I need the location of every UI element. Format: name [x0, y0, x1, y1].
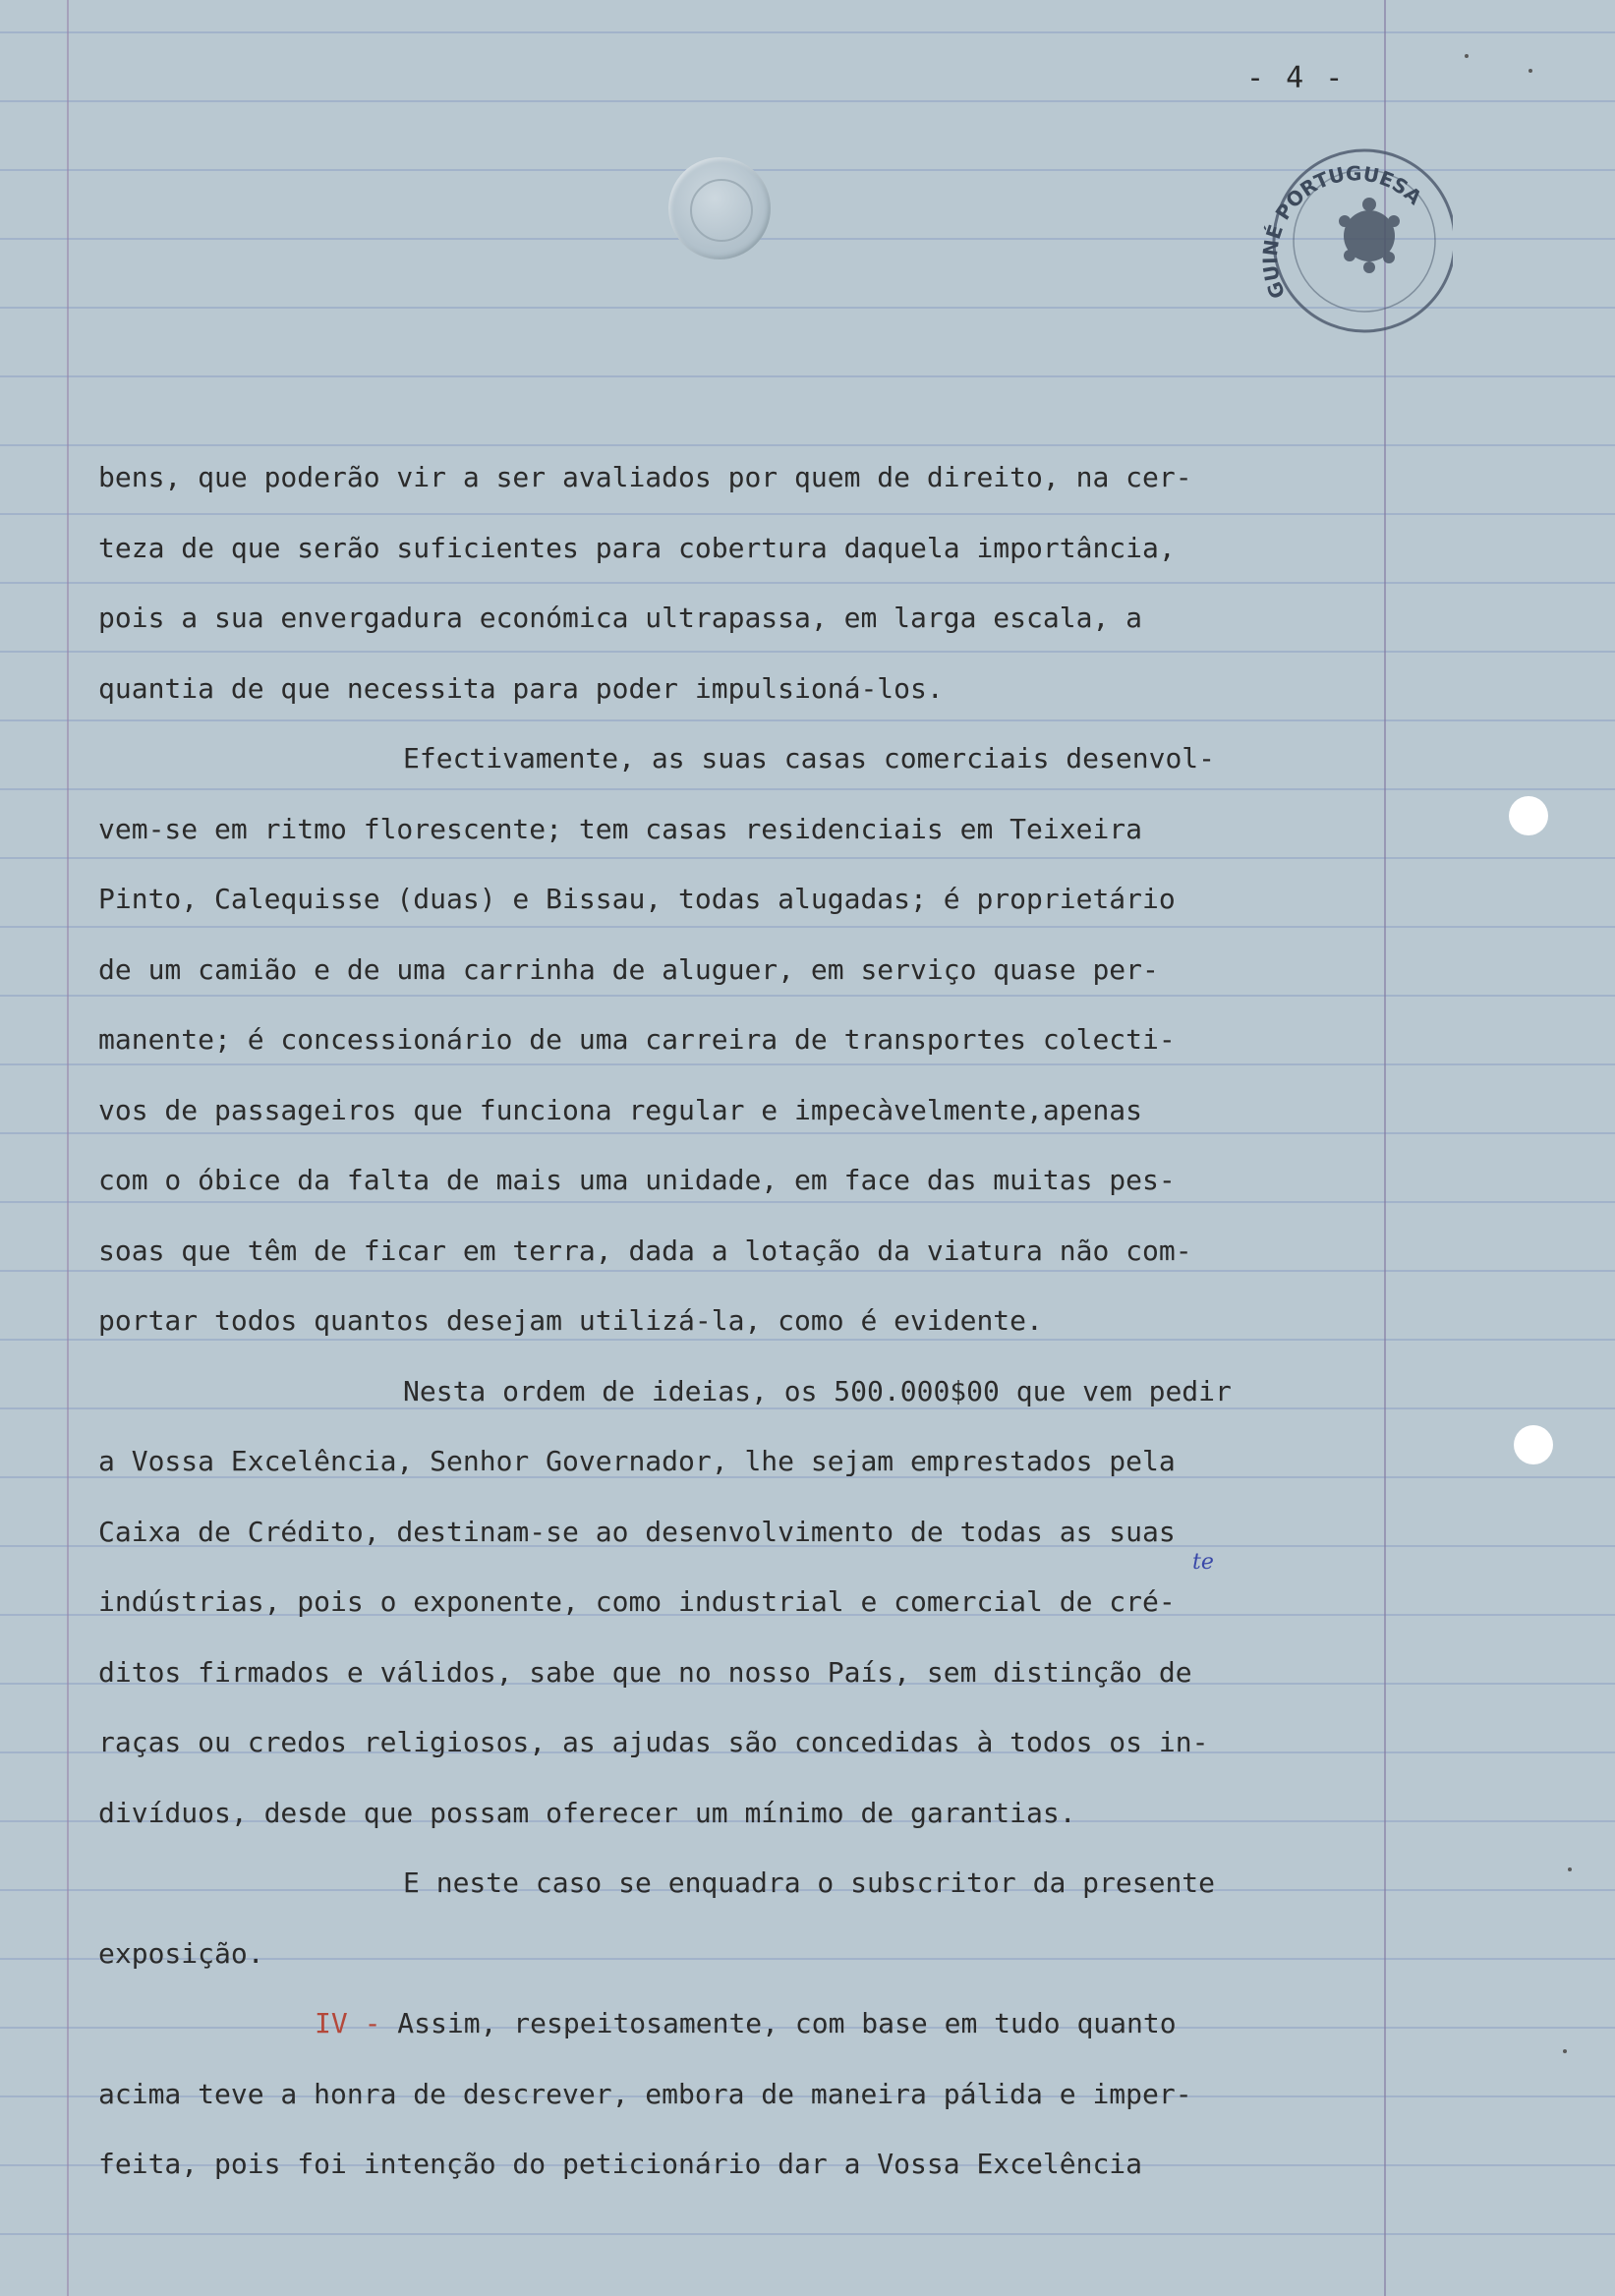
section-number: IV -: [315, 2007, 381, 2039]
text-line: manente; é concessionário de uma carreira de transportes colecti-: [98, 1023, 1176, 1056]
handwritten-correction: te: [1192, 1550, 1214, 1575]
text-line: bens, que poderão vir a ser avaliados por quem de direito, na cer-: [98, 461, 1192, 493]
text-line: pois a sua envergadura económica ultrapassa, em larga escala, a: [98, 602, 1143, 634]
text-line: Assim, respeitosamente, com base em tudo quanto: [397, 2007, 1177, 2039]
text-line: a Vossa Excelência, Senhor Governador, lhe sejam emprestados pela: [98, 1445, 1176, 1477]
text-line: E neste caso se enquadra o subscritor da presente: [403, 1866, 1216, 1899]
stamp-text: GUINÉ PORTUGUESA: [1257, 161, 1427, 303]
text-line: quantia de que necessita para poder impulsioná-los.: [98, 671, 944, 705]
section-line: [98, 1988, 1376, 2059]
stamp-emblem: [1339, 198, 1400, 273]
speck: [1465, 54, 1469, 58]
embossed-seal-inner: [690, 179, 753, 242]
official-stamp: [1246, 98, 1453, 373]
text-line: Nesta ordem de ideias, os 500.000$00 que vem pedir: [403, 1374, 1232, 1407]
punch-hole: [1509, 796, 1548, 835]
text-line: acima teve a honra de descrever, embora de maneira pálida e imper-: [98, 2077, 1192, 2110]
text-line: indústrias, pois o exponente, como industrial e comercial de cré-: [98, 1585, 1176, 1618]
text-line: portar todos quantos desejam utilizá-la, como é evidente.: [98, 1304, 1043, 1337]
text-line: com o óbice da falta de mais uma unidade, em face das muitas pes-: [98, 1164, 1176, 1196]
speck: [1528, 69, 1532, 73]
text-line: Caixa de Crédito, destinam-se ao desenvolvimento de todas as suas: [98, 1515, 1176, 1548]
left-margin-line: [67, 0, 69, 2296]
text-line: de um camião e de uma carrinha de aluguer, em serviço quase per-: [98, 952, 1159, 986]
speck: [1568, 1867, 1572, 1871]
text-line: soas que têm de ficar em terra, dada a lotação da viatura não com-: [98, 1234, 1192, 1267]
text-line: divíduos, desde que possam oferecer um mínimo de garantias.: [98, 1796, 1076, 1829]
text-line: exposição.: [98, 1936, 264, 1970]
embossed-seal: [668, 157, 771, 259]
body-text: [98, 442, 1376, 2200]
text-line: ditos firmados e válidos, sabe que no nosso País, sem distinção de: [98, 1655, 1192, 1689]
text-line: Pinto, Calequisse (duas) e Bissau, todas alugadas; é proprietário: [98, 883, 1176, 915]
text-line: vos de passageiros que funciona regular e impecàvelmente,apenas: [98, 1093, 1143, 1126]
text-line: Efectivamente, as suas casas comerciais desenvol-: [403, 742, 1216, 775]
speck: [1563, 2049, 1567, 2053]
text-line: feita, pois foi intenção do peticionário dar a Vossa Excelência: [98, 2148, 1143, 2180]
page-number: - 4 -: [1246, 61, 1346, 95]
text-line: teza de que serão suficientes para cobertura daquela importância,: [98, 531, 1176, 564]
stamp-graphic: [1246, 98, 1453, 373]
text-line: raças ou credos religiosos, as ajudas são concedidas à todos os in-: [98, 1726, 1209, 1758]
text-line: vem-se em ritmo florescente; tem casas residenciais em Teixeira: [98, 812, 1143, 845]
punch-hole: [1514, 1425, 1553, 1464]
